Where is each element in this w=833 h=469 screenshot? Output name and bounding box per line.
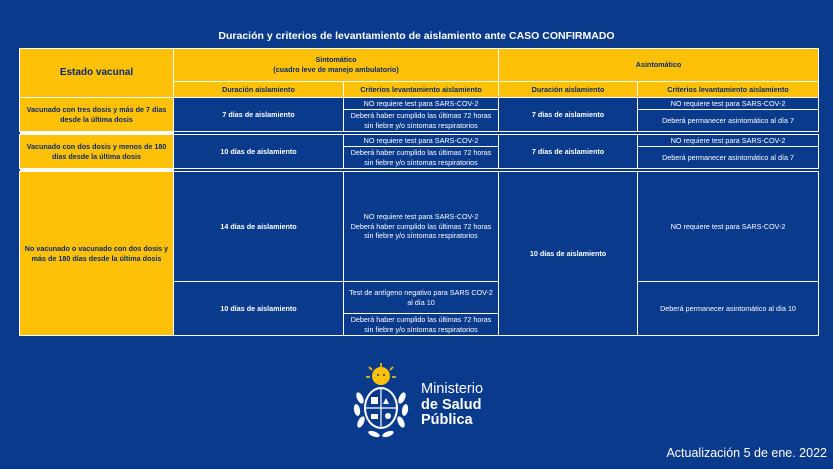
row3-sint-a-criterio-2: Deberá haber cumplido las últimas 72 horas sin fiebre y/o síntomas respiratorios <box>350 221 492 241</box>
ministry-line1: Ministerio <box>421 381 484 397</box>
header-sint-criterios: Criterios levantamiento aislamiento <box>344 82 499 98</box>
row1-asint-criterio-2: Deberá permanecer asintomático al día 7 <box>638 110 819 132</box>
sun-icon <box>366 363 396 385</box>
row3-sint-a-criterio-1: NO requiere test para SARS-COV-2 <box>363 211 479 221</box>
header-sintomatico <box>174 49 499 82</box>
header-estado-vacunal: Estado vacunal <box>20 49 174 98</box>
uruguay-coat-of-arms-logo <box>346 362 416 442</box>
row3-sint-b-criterio-1: Test de antígeno negativo para SARS COV-2 al día 10 <box>344 282 499 314</box>
isolation-table <box>19 48 819 336</box>
shield-icon <box>364 387 398 429</box>
ministry-line2: de Salud <box>421 396 482 413</box>
ministry-line3: Pública <box>421 412 473 428</box>
row2-sint-criterio-2: Deberá haber cumplido las últimas 72 horas sin fiebre y/o síntomas respiratorios <box>344 147 499 169</box>
row1-asint-duracion: 7 días de aislamiento <box>499 98 638 132</box>
row3-sint-b-criterio-2: Deberá haber cumplido las últimas 72 horas sin fiebre y/o síntomas respiratorios <box>344 314 499 336</box>
row1-asint-criterio-1: NO requiere test para SARS-COV-2 <box>638 98 819 110</box>
row3-estado: No vacunado o vacunado con dos dosis y más de 180 días desde la última dosis <box>20 172 174 336</box>
row1-sint-duracion: 7 días de aislamiento <box>174 98 344 132</box>
ministry-name <box>421 382 483 429</box>
row2-estado: Vacunado con dos dosis y menos de 180 días desde la última dosis <box>20 135 174 169</box>
header-sintomatico-subtitle: (cuadro leve de manejo ambulatorio) <box>273 65 399 74</box>
header-asintomatico: Asintomático <box>499 49 819 82</box>
row2-asint-duracion: 7 días de aislamiento <box>499 135 638 169</box>
row2-sint-criterio-1: NO requiere test para SARS-COV-2 <box>344 135 499 147</box>
row1-estado: Vacunado con tres dosis y más de 7 días desde la última dosis <box>20 98 174 132</box>
row1-sint-criterio-2: Deberá haber cumplido las últimas 72 horas sin fiebre y/o síntomas respiratorios <box>344 110 499 132</box>
row3-asint-criterio-b: Deberá permanecer asintomático al día 10 <box>638 282 819 336</box>
row3-sint-a-criterios <box>344 172 499 282</box>
header-asint-duracion: Duración aislamiento <box>499 82 638 98</box>
row3-sint-a-duracion: 14 días de aislamiento <box>174 172 344 282</box>
header-sint-duracion: Duración aislamiento <box>174 82 344 98</box>
row3-sint-b-duracion: 10 días de aislamiento <box>174 282 344 336</box>
header-asint-criterios: Criterios levantamiento aislamiento <box>638 82 819 98</box>
row3-asint-criterio-a: NO requiere test para SARS-COV-2 <box>638 172 819 282</box>
row2-asint-criterio-1: NO requiere test para SARS-COV-2 <box>638 135 819 147</box>
update-date: Actualización 5 de ene. 2022 <box>666 446 827 460</box>
page-title: Duración y criterios de levantamiento de aislamiento ante CASO CONFIRMADO <box>218 30 615 42</box>
header-sintomatico-title: Sintomático <box>315 55 357 65</box>
row1-sint-criterio-1: NO requiere test para SARS-COV-2 <box>344 98 499 110</box>
row2-sint-duracion: 10 días de aislamiento <box>174 135 344 169</box>
row2-asint-criterio-2: Deberá permanecer asintomático al día 7 <box>638 147 819 169</box>
row3-asint-duracion: 10 días de aislamiento <box>499 172 638 336</box>
